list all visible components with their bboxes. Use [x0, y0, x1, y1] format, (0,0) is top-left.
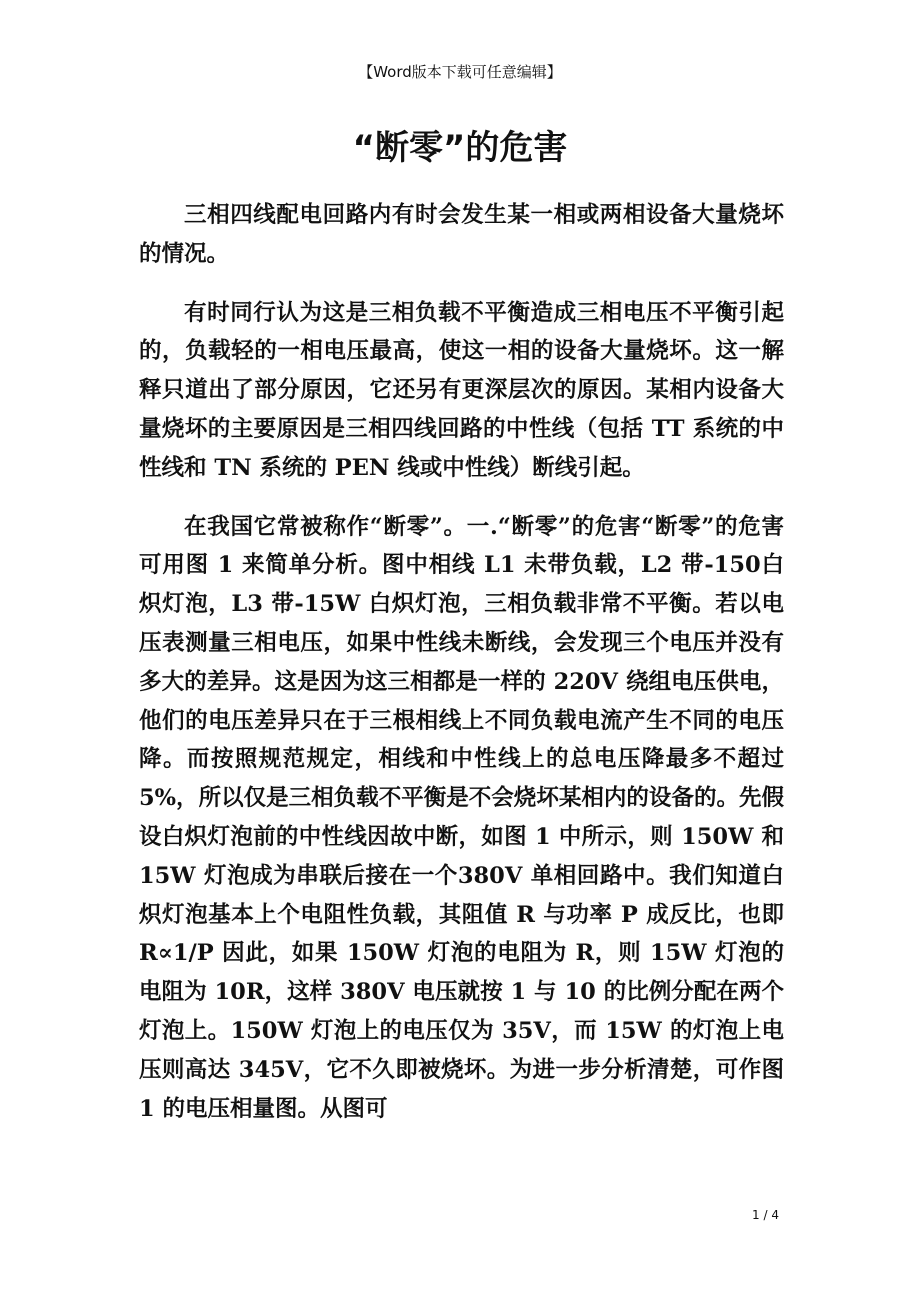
paragraph-2: 有时同行认为这是三相负载不平衡造成三相电压不平衡引起的，负载轻的一相电压最高，使这一相的设备大量烧坏。这一解释只道出了部分原因，它还另有更深层次的原因。某相内设备大量烧坏的主要原因是三相四线回路的中性线（包括 TT 系统的中性线和 TN 系统的 PEN 线或中性线）断线引起。	[139, 299, 784, 481]
page-header: 【Word版本下载可任意编辑】	[358, 63, 562, 81]
paragraph-1: 三相四线配电回路内有时会发生某一相或两相设备大量烧坏的情况。	[139, 202, 784, 267]
document-title: “断零”的危害	[352, 128, 568, 168]
page-number: 1 / 4	[752, 1208, 779, 1222]
document-body	[139, 196, 784, 1148]
paragraph-3: 在我国它常被称作“断零”。一.“断零”的危害“断零”的危害可用图 1 来简单分析。图中相线 L1 未带负载，L2 带-150白炽灯泡，L3 带-15W 白炽灯泡，三相负载非常不平衡。若以电压表测量三相电压，如果中性线未断线，会发现三个电压并没有多大的差异。这是因为这三相都是一样的 220V 绕组电压供电，他们的电压差异只在于三根相线上不同负载电流产生不同的电压降。而按照规范规定，相线和中性线上的总电压降最多不超过 5%，所以仅是三相负载不平衡是不会烧坏某相内的设备的。先假设白炽灯泡前的中性线因故中断，如图 1 中所示，则 150W 和 15W 灯泡成为串联后接在一个380V 单相回路中。我们知道白炽灯泡基本上个电阻性负载，其阻值 R 与功率 P 成反比，也即 R∝1/P 因此，如果 150W 灯泡的电阻为 R，则 15W 灯泡的电阻为 10R，这样 380V 电压就按 1 与 10 的比例分配在两个灯泡上。150W 灯泡上的电压仅为 35V，而 15W 的灯泡上电压则高达 345V，它不久即被烧坏。为进一步分析清楚，可作图 1 的电压相量图。从图可	[139, 513, 784, 1122]
